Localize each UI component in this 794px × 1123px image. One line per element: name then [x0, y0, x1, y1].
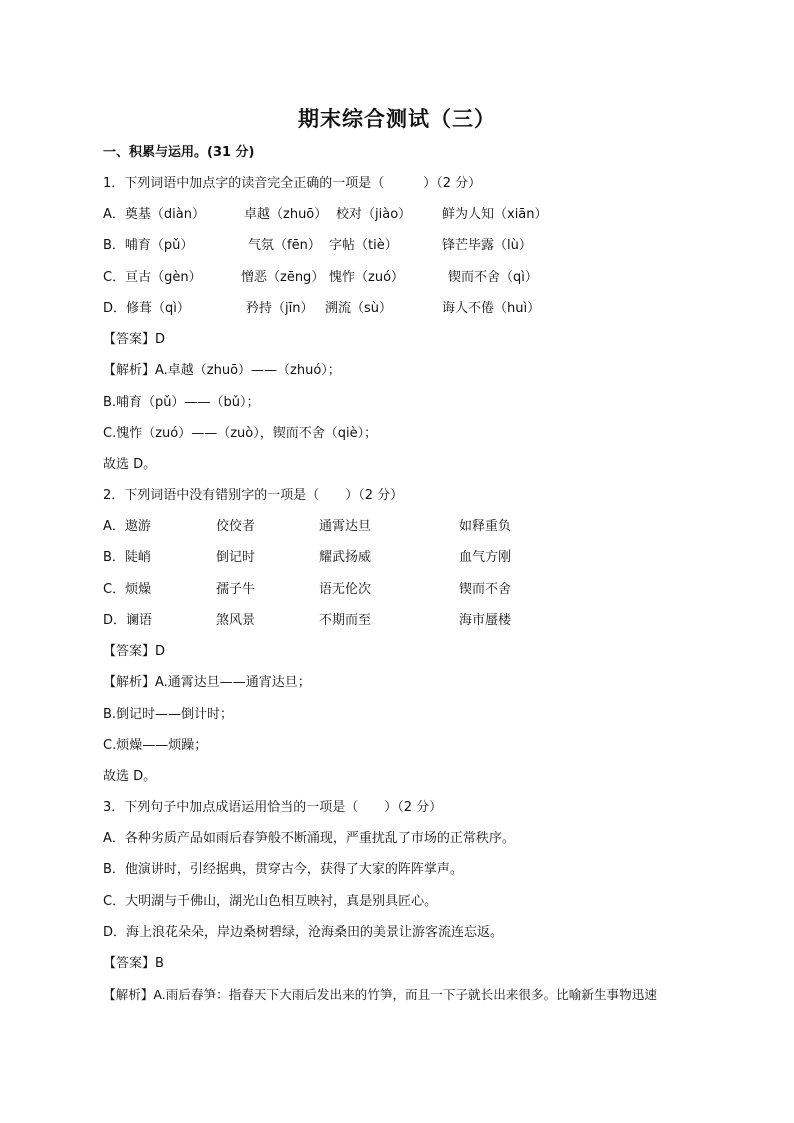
option-cell: 耀武扬威 [319, 550, 372, 565]
option-cell: C．烦燥 [103, 582, 152, 597]
option-cell: A．遨游 [103, 519, 151, 534]
option-cell: 佼佼者 [216, 519, 256, 534]
question-1-analysis-line: C.愧怍（zuó）——（zuò），锲而不舍（qiè）； [103, 426, 378, 441]
question-3-option-d: D．海上浪花朵朵，岸边桑树碧绿，沧海桑田的美景让游客流连忘返。 [103, 925, 504, 940]
question-3-analysis-line: 【解析】A.雨后春笋：指春天下大雨后发出来的竹笋，而且一下子就长出来很多。比喻新生事物迅速 [103, 987, 657, 1002]
question-2-analysis-line: B.倒记时——倒计时； [103, 707, 234, 722]
question-3-option-b: B．他演讲时，引经据典，贯穿古今，获得了大家的阵阵掌声。 [103, 862, 463, 877]
question-3-stem: 3．下列句子中加点成语运用恰当的一项是（ ）（2 分） [103, 800, 443, 815]
option-cell: 锋芒毕露（lù） [442, 238, 532, 253]
option-cell: 气氛（fēn） [248, 238, 321, 253]
option-cell: 憎恶（zēng） [241, 270, 325, 285]
option-cell: 语无伦次 [319, 582, 372, 597]
option-cell: 矜持（jīn） [246, 301, 314, 316]
option-cell: 鲜为人知（xiān） [442, 207, 548, 222]
option-cell: 卓越（zhuō） [244, 207, 328, 222]
option-cell: 锲而不舍 [459, 582, 512, 597]
question-1-stem: 1．下列词语中加点字的读音完全正确的一项是（ ）（2 分） [103, 176, 482, 191]
option-cell: B．陡峭 [103, 550, 151, 565]
question-1-analysis-line: 故选 D。 [103, 457, 157, 472]
question-3-option-c: C．大明湖与千佛山，湖光山色相互映衬，真是别具匠心。 [103, 894, 438, 909]
option-cell: B．哺育（pǔ） [103, 238, 194, 253]
option-cell: 愧怍（zuó） [329, 270, 405, 285]
option-cell: D．修葺（qì） [103, 301, 190, 316]
option-cell: 校对（jiào） [336, 207, 412, 222]
question-1-analysis-line: B.哺育（pǔ）——（bǔ）； [103, 395, 260, 410]
question-1-answer: 【答案】D [103, 332, 166, 347]
page-title: 期末综合测试（三） [298, 106, 496, 131]
option-cell: 海市蜃楼 [459, 613, 512, 628]
option-cell: 如释重负 [459, 519, 512, 534]
question-2-analysis-line: 【解析】A.通霄达旦——通宵达旦； [103, 675, 311, 690]
option-cell: 血气方刚 [459, 550, 512, 565]
option-cell: 煞风景 [216, 613, 256, 628]
option-cell: 溯流（sù） [325, 301, 393, 316]
option-cell: C．亘古（gèn） [103, 270, 202, 285]
question-2-analysis-line: 故选 D。 [103, 769, 157, 784]
question-3-answer: 【答案】B [103, 956, 164, 971]
option-cell: 锲而不舍（qì） [448, 270, 538, 285]
question-2-answer: 【答案】D [103, 644, 166, 659]
section-heading: 一、积累与运用。(31 分) [103, 145, 255, 160]
option-cell: 倒记时 [216, 550, 256, 565]
option-cell: 字帖（tiè） [329, 238, 398, 253]
question-3-option-a: A．各种劣质产品如雨后春笋般不断涌现，严重扰乱了市场的正常秩序。 [103, 831, 515, 846]
question-1-analysis-line: 【解析】A.卓越（zhuō）——（zhuó）； [103, 363, 341, 378]
option-cell: D．谰语 [103, 613, 153, 628]
option-cell: A．奠基（diàn） [103, 207, 205, 222]
option-cell: 不期而至 [319, 613, 372, 628]
question-2-analysis-line: C.烦燥——烦躁； [103, 738, 208, 753]
question-2-stem: 2．下列词语中没有错别字的一项是（ ）（2 分） [103, 488, 404, 503]
option-cell: 诲人不倦（huì） [442, 301, 541, 316]
option-cell: 通霄达旦 [319, 519, 372, 534]
option-cell: 孺子牛 [216, 582, 256, 597]
